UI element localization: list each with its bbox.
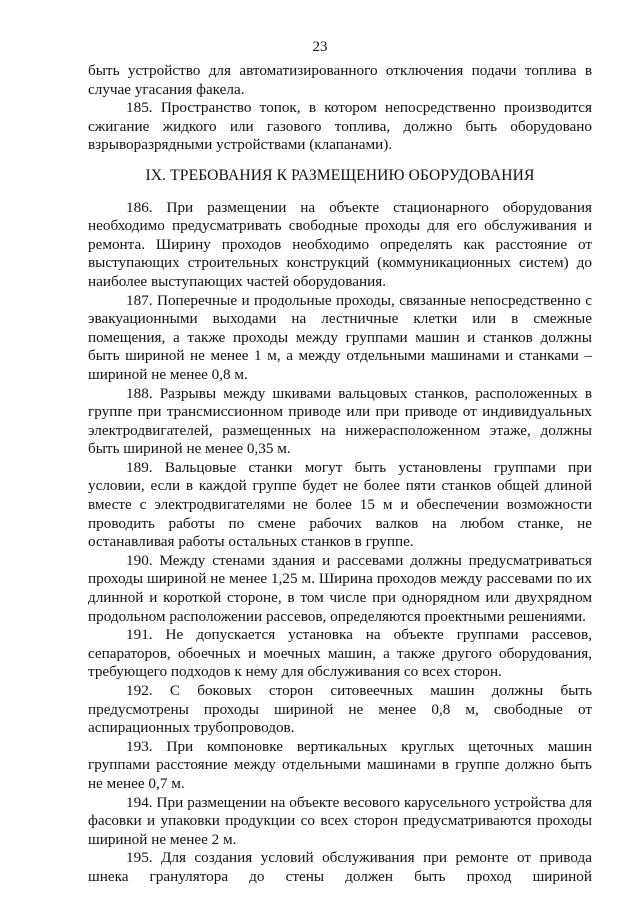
document-body: [88, 62, 592, 887]
page-number: 23: [312, 39, 328, 55]
paragraph-189: 189. Вальцовые станки могут быть установлены группами при условии, если в каждой группе будет не более пяти станков общей длиной вместе с электродвигателями не более 15 м и обеспечении возможности проводить работы по смене рабочих валков на любом станке, не останавливая работы остальных станков в группе.: [88, 458, 592, 551]
paragraph-192: 192. С боковых сторон ситовеечных машин должны быть предусмотрены проходы шириной не менее 0,8 м, свободные от аспирационных трубопроводов.: [88, 682, 592, 737]
section-heading: IX. ТРЕБОВАНИЯ К РАЗМЕЩЕНИЮ ОБОРУДОВАНИЯ: [145, 166, 535, 184]
paragraph-194: 194. При размещении на объекте весового карусельного устройства для фасовки и упаковки продукции со всех сторон предусматриваются проходы шириной не менее 2 м.: [88, 793, 592, 848]
paragraph-195: 195. Для создания условий обслуживания при ремонте от привода шнека гранулятора до стены должен быть проход шириной: [88, 849, 592, 885]
paragraph-191: 191. Не допускается установка на объекте группами рассевов, сепараторов, обоечных и моечных машин, а также другого оборудования, требующего подходов к нему для обслуживания со всех сторон.: [88, 626, 592, 681]
paragraph-188: 188. Разрывы между шкивами вальцовых станков, расположенных в группе при трансмиссионном приводе или при приводе от индивидуальных электродвигателей, размещенных на нижерасположенном этаже, должны быть шириной не менее 0,35 м.: [88, 384, 592, 458]
paragraph-continuation: быть устройство для автоматизированного отключения подачи топлива в случае угасания факела.: [88, 62, 592, 98]
paragraph-185: 185. Пространство топок, в котором непосредственно производится сжигание жидкого или газового топлива, должно быть оборудовано взрыворазрядными устройствами (клапанами).: [88, 99, 592, 154]
paragraph-193: 193. При компоновке вертикальных круглых щеточных машин группами расстояние между отдельными машинами в группе должно быть не менее 0,7 м.: [88, 737, 592, 792]
paragraph-187: 187. Поперечные и продольные проходы, связанные непосредственно с эвакуационными выходами на лестничные клетки или в смежные помещения, а также проходы между группами машин и станков должны быть шириной не менее 1 м, а между отдельными машинами и станками – шириной не менее 0,8 м.: [88, 291, 592, 383]
paragraph-186: 186. При размещении на объекте стационарного оборудования необходимо предусматривать свободные проходы для его обслуживания и ремонта. Ширину проходов необходимо определять как расстояние от выступающих строительных конструкций (коммуникационных систем) до наиболее выступающих частей оборудования.: [88, 198, 592, 290]
paragraph-190: 190. Между стенами здания и рассевами должны предусматриваться проходы шириной не менее 1,25 м. Ширина проходов между рассевами по их длинной и короткой стороне, в том числе при однорядном или двухрядном продольном расположении рассевов, определяются проектными решениями.: [88, 551, 592, 625]
